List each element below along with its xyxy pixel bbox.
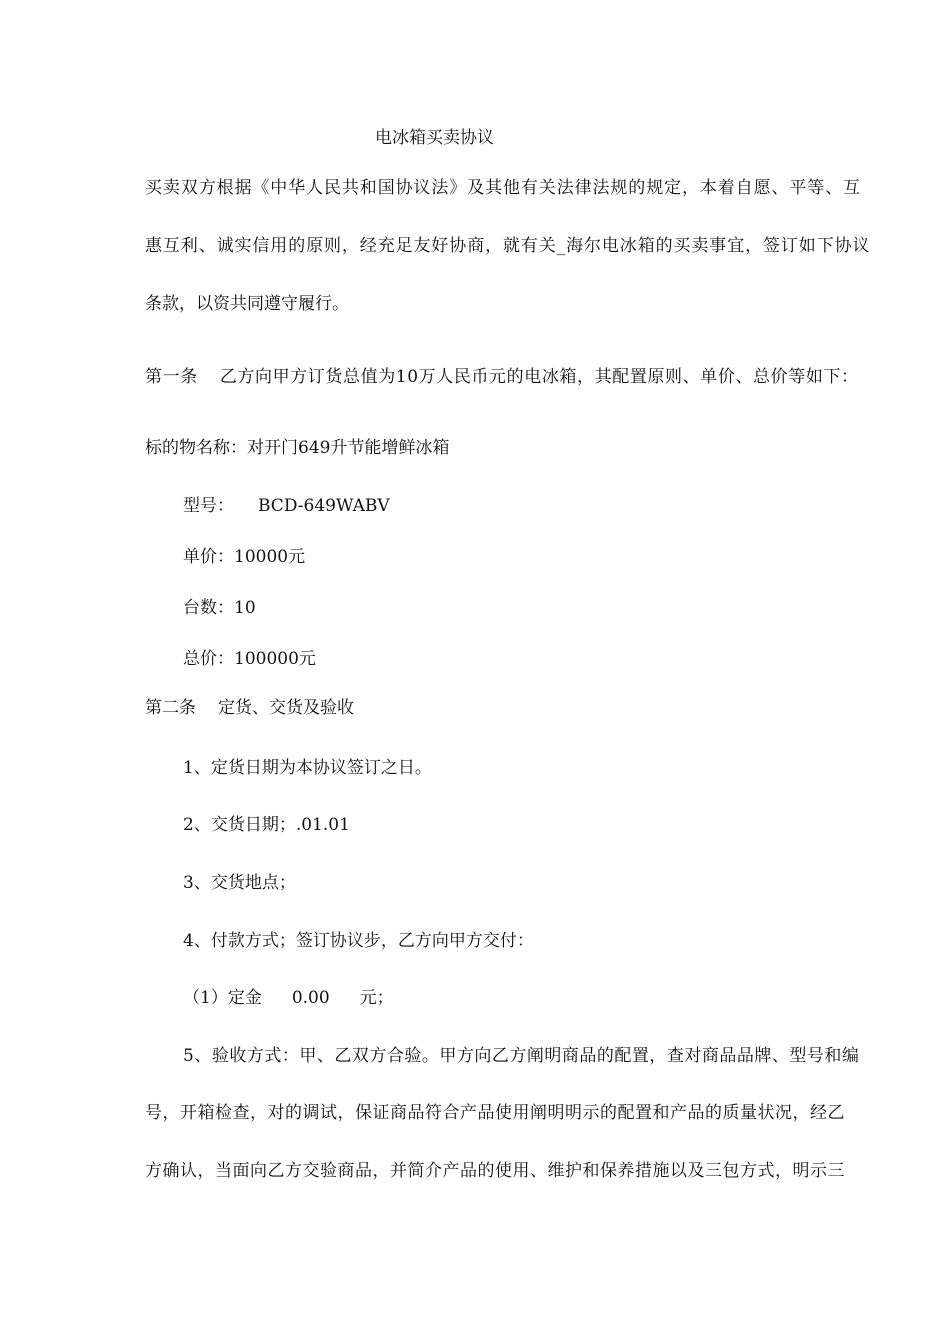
model-row	[183, 494, 390, 518]
article-2-heading: 第二条	[145, 698, 196, 718]
clause-5-line-2: 号，开箱检查，对的调试，保证商品符合产品使用阐明明示的配置和产品的质量状况，经乙	[145, 1103, 845, 1123]
document-title: 电冰箱买卖协议	[375, 128, 494, 148]
clause-2: 2、交货日期；.01.01	[183, 815, 350, 835]
deposit-unit: 元；	[359, 988, 394, 1008]
article-1-text: 乙方向甲方订货总值为10万人民币元的电冰箱，其配置原则、单价、总价等如下：	[219, 367, 859, 387]
deposit-label: （1）定金	[183, 988, 262, 1008]
clause-4: 4、付款方式；签订协议步，乙方向甲方交付：	[183, 931, 534, 951]
unit-price: 单价：10000元	[183, 547, 306, 567]
item-name: 标的物名称：对开门649升节能增鲜冰箱	[145, 438, 450, 458]
model-label: 型号：	[183, 496, 234, 516]
clause-1: 1、定货日期为本协议签订之日。	[183, 758, 432, 778]
intro-line-1: 买卖双方根据《中华人民共和国协议法》及其他有关法律法规的规定，本着自愿、平等、互	[145, 178, 861, 198]
quantity: 台数：10	[183, 598, 256, 618]
article-1	[145, 365, 859, 389]
deposit-row	[183, 986, 394, 1010]
model-value: BCD-649WABV	[258, 496, 390, 516]
intro-line-3: 条款，以资共同遵守履行。	[145, 294, 349, 314]
article-2	[145, 696, 354, 720]
clause-5-line-3: 方确认，当面向乙方交验商品，并简介产品的使用、维护和保养措施以及三包方式，明示三	[145, 1161, 845, 1181]
clause-5-line-1: 5、验收方式：甲、乙双方合验。甲方向乙方阐明商品的配置，查对商品品牌、型号和编	[183, 1046, 860, 1066]
article-2-text: 定货、交货及验收	[218, 698, 354, 718]
total-price: 总价：100000元	[183, 649, 316, 669]
intro-line-2: 惠互利、诚实信用的原则，经充足友好协商，就有关_海尔电冰箱的买卖事宜，签订如下协议	[145, 236, 871, 256]
deposit-amount: 0.00	[291, 988, 330, 1008]
clause-3: 3、交货地点；	[183, 873, 296, 893]
article-1-heading: 第一条	[145, 367, 198, 387]
